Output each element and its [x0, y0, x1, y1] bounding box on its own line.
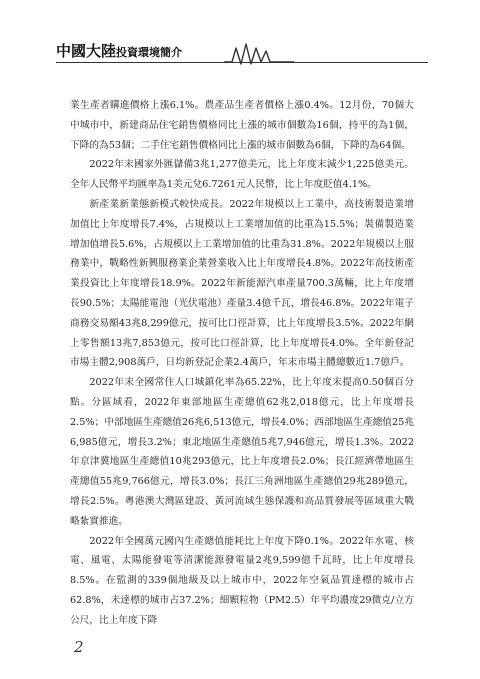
paragraph-price-continuation: 業生產者購進價格上漲6.1%。農產品生產者價格上漲0.4%。12月份，70個大中城市中，新建商品住宅銷售價格同比上漲的城市個數為16個，持平的為1個，下降的為53個；二手住宅銷售價格同比上漲的城市個數為6個，下降的為64個。: [70, 100, 414, 151]
header-title-main: 中國大陸: [56, 42, 117, 60]
paragraph-new-industries: 新產業新業態新模式較快成長。2022年規模以上工業中，高技術製造業增加值比上年度增長7.4%，占規模以上工業增加值的比重為15.5%；裝備製造業增加值增長5.6%，占規模以上工業增加值的比重為31.8%。2022年規模以上服務業中，戰略性新興服務業企業營業收入比上年度增長4.8%。2022年高技術產業投資比上年度增長18.9%。2022年新能源汽車產量700.3萬輛，比上年度增長90.5%；太陽能電池（光伏電池）產量3.4億千瓦，增長46.8%。2022年電子商務交易額43兆8,299億元，按可比口徑計算，比上年度增長3.5%。2022年網上零售額13兆7,853億元，按可比口徑計算，比上年度增長4.0%。全年新登記市場主體2,908萬戶，日均新登記企業2.4萬戶，年末市場主體總數近1.7億戶。: [70, 198, 414, 369]
paragraph-energy-environment: 2022年全國萬元國內生產總值能耗比上年度下降0.1%。2022年水電、核電、風電、太陽能發電等清潔能源發電量2兆9,599億千瓦時，比上年度增長8.5%。在監測的339個地級及以上城市中，2022年空氣品質達標的城市占62.8%，未達標的城市占37.2%；細顆粒物（PM2.5）年平均濃度29微克/立方公尺，比上年度下降: [70, 535, 414, 626]
header-title: [56, 40, 182, 61]
page-number: 2: [74, 638, 84, 656]
header-rule: [56, 62, 428, 63]
paragraph-regional: 2022年末全國常住人口城鎮化率為65.22%，比上年度末提高0.50個百分點。分區域看，2022年東部地區生產總值62兆2,018億元，比上年度增長2.5%；中部地區生產總值26兆6,513億元，增長4.0%；西部地區生產總值25兆6,985億元，增長3.2%；東北地區生產總值5兆7,946億元，增長1.3%。2022年京津冀地區生產總值10兆293億元，比上年度增長2.0%；長江經濟帶地區生產總值55兆9,766億元，增長3.0%；長江三角洲地區生產總值29兆289億元，增長2.5%。粵港澳大灣區建設、黃河流域生態保護和高品質發展等區域重大戰略紮實推進。: [70, 377, 414, 527]
header-title-sub: 投資環境簡介: [116, 46, 183, 59]
paragraph-forex: 2022年末國家外匯儲備3兆1,277億美元，比上年度末減少1,225億美元。全年人民幣平均匯率為1美元兌6.7261元人民幣，比上年度貶值4.1%。: [70, 159, 414, 191]
page-header: [56, 38, 428, 64]
document-body: [70, 96, 414, 631]
